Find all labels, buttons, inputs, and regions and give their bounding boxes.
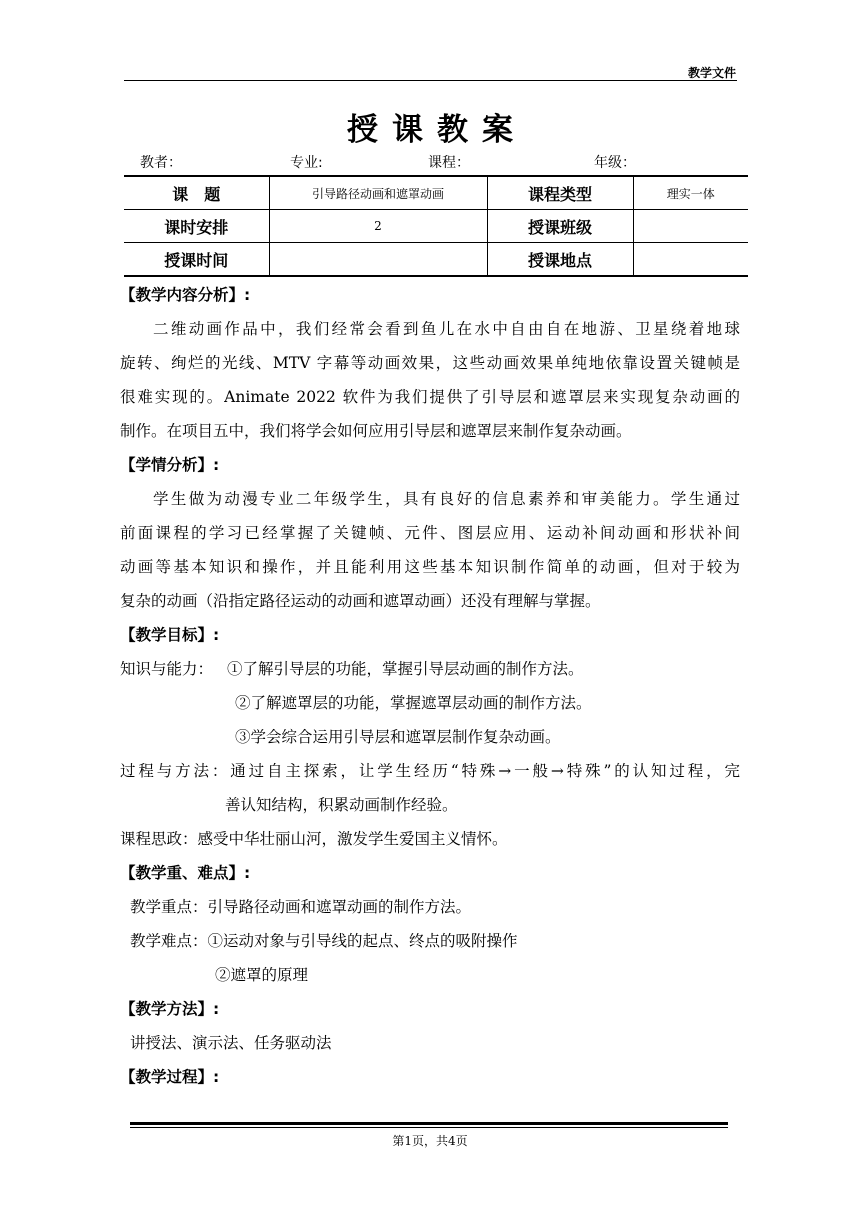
paragraph-line: 二维动画作品中，我们经常会看到鱼儿在水中自由自在地游、卫星绕着地球 (153, 320, 740, 338)
hours-label: 课时安排 (124, 210, 269, 243)
table-row (124, 176, 748, 210)
methods-heading: 【教学方法】: (120, 1000, 220, 1018)
content-analysis-heading: 【教学内容分析】: (120, 286, 251, 304)
knowledge-label: 知识与能力： (120, 660, 214, 678)
place-label: 授课地点 (487, 243, 633, 277)
paragraph-line: 很难实现的。Animate 2022 软件为我们提供了引导层和遮罩层来实现复杂动画的 (120, 388, 740, 406)
difficult-point: 教学难点：①运动对象与引导线的起点、终点的吸附操作 (130, 932, 518, 950)
key-points-heading: 【教学重、难点】: (120, 864, 251, 882)
difficult-point: ②遮罩的原理 (215, 966, 309, 984)
objective-knowledge (120, 652, 740, 686)
meta-major: 专业: (290, 155, 323, 171)
footer-rule-thin (130, 1127, 728, 1128)
topic-label: 课 题 (124, 176, 269, 210)
key-point: 教学重点：引导路径动画和遮罩动画的制作方法。 (130, 898, 472, 916)
paragraph-line: 动画等基本知识和操作，并且能利用这些基本知识制作简单的动画，但对于较为 (120, 558, 740, 576)
page-title: 授课教案 (347, 112, 527, 148)
type-value: 理实一体 (633, 176, 748, 210)
paragraph-line: 复杂的动画（沿指定路径运动的动画和遮罩动画）还没有理解与掌握。 (120, 592, 601, 610)
paragraph-line: 前面课程的学习已经掌握了关键帧、元件、图层应用、运动补间动画和形状补间 (120, 524, 740, 542)
learner-analysis-heading: 【学情分析】: (120, 456, 220, 474)
header-tag: 教学文件 (687, 66, 736, 80)
topic-value: 引导路径动画和遮罩动画 (269, 176, 487, 210)
knowledge-item: ③学会综合运用引导层和遮罩层制作复杂动画。 (235, 728, 561, 746)
footer-rule (130, 1122, 728, 1125)
paragraph-line: 学生做为动漫专业二年级学生，具有良好的信息素养和审美能力。学生通过 (153, 490, 740, 508)
class-label: 授课班级 (487, 210, 633, 243)
meta-teacher: 教者： (140, 155, 182, 171)
meta-grade: 年级： (594, 155, 636, 171)
time-label: 授课时间 (124, 243, 269, 277)
class-value (633, 210, 748, 243)
meta-course: 课程： (428, 155, 470, 171)
header-rule (124, 80, 737, 81)
table-row (124, 243, 748, 277)
objectives-heading: 【教学目标】: (120, 626, 220, 644)
objective-ideology: 课程思政：感受中华壮丽山河，激发学生爱国主义情怀。 (120, 830, 508, 848)
type-label: 课程类型 (487, 176, 633, 210)
page-number: 第1页，共4页 (392, 1134, 468, 1148)
paragraph-line: 制作。在项目五中，我们将学会如何应用引导层和遮罩层来制作复杂动画。 (120, 422, 632, 440)
document-body (120, 278, 740, 1094)
objective-process-cont: 善认知结构，积累动画制作经验。 (225, 796, 458, 814)
hours-value: 2 (269, 210, 487, 243)
paragraph-line: 旋转、绚烂的光线、MTV 字幕等动画效果，这些动画效果单纯地依靠设置关键帧是 (120, 354, 740, 372)
methods-text: 讲授法、演示法、任务驱动法 (130, 1034, 332, 1052)
time-value (269, 243, 487, 277)
knowledge-item: ②了解遮罩层的功能，掌握遮罩层动画的制作方法。 (235, 694, 592, 712)
process-heading: 【教学过程】: (120, 1068, 220, 1086)
info-table (124, 175, 748, 277)
place-value (633, 243, 748, 277)
knowledge-item: ①了解引导层的功能，掌握引导层动画的制作方法。 (227, 660, 584, 678)
objective-process: 过程与方法：通过自主探索，让学生经历“特殊→一般→特殊”的认知过程，完 (120, 762, 740, 780)
table-row (124, 210, 748, 243)
